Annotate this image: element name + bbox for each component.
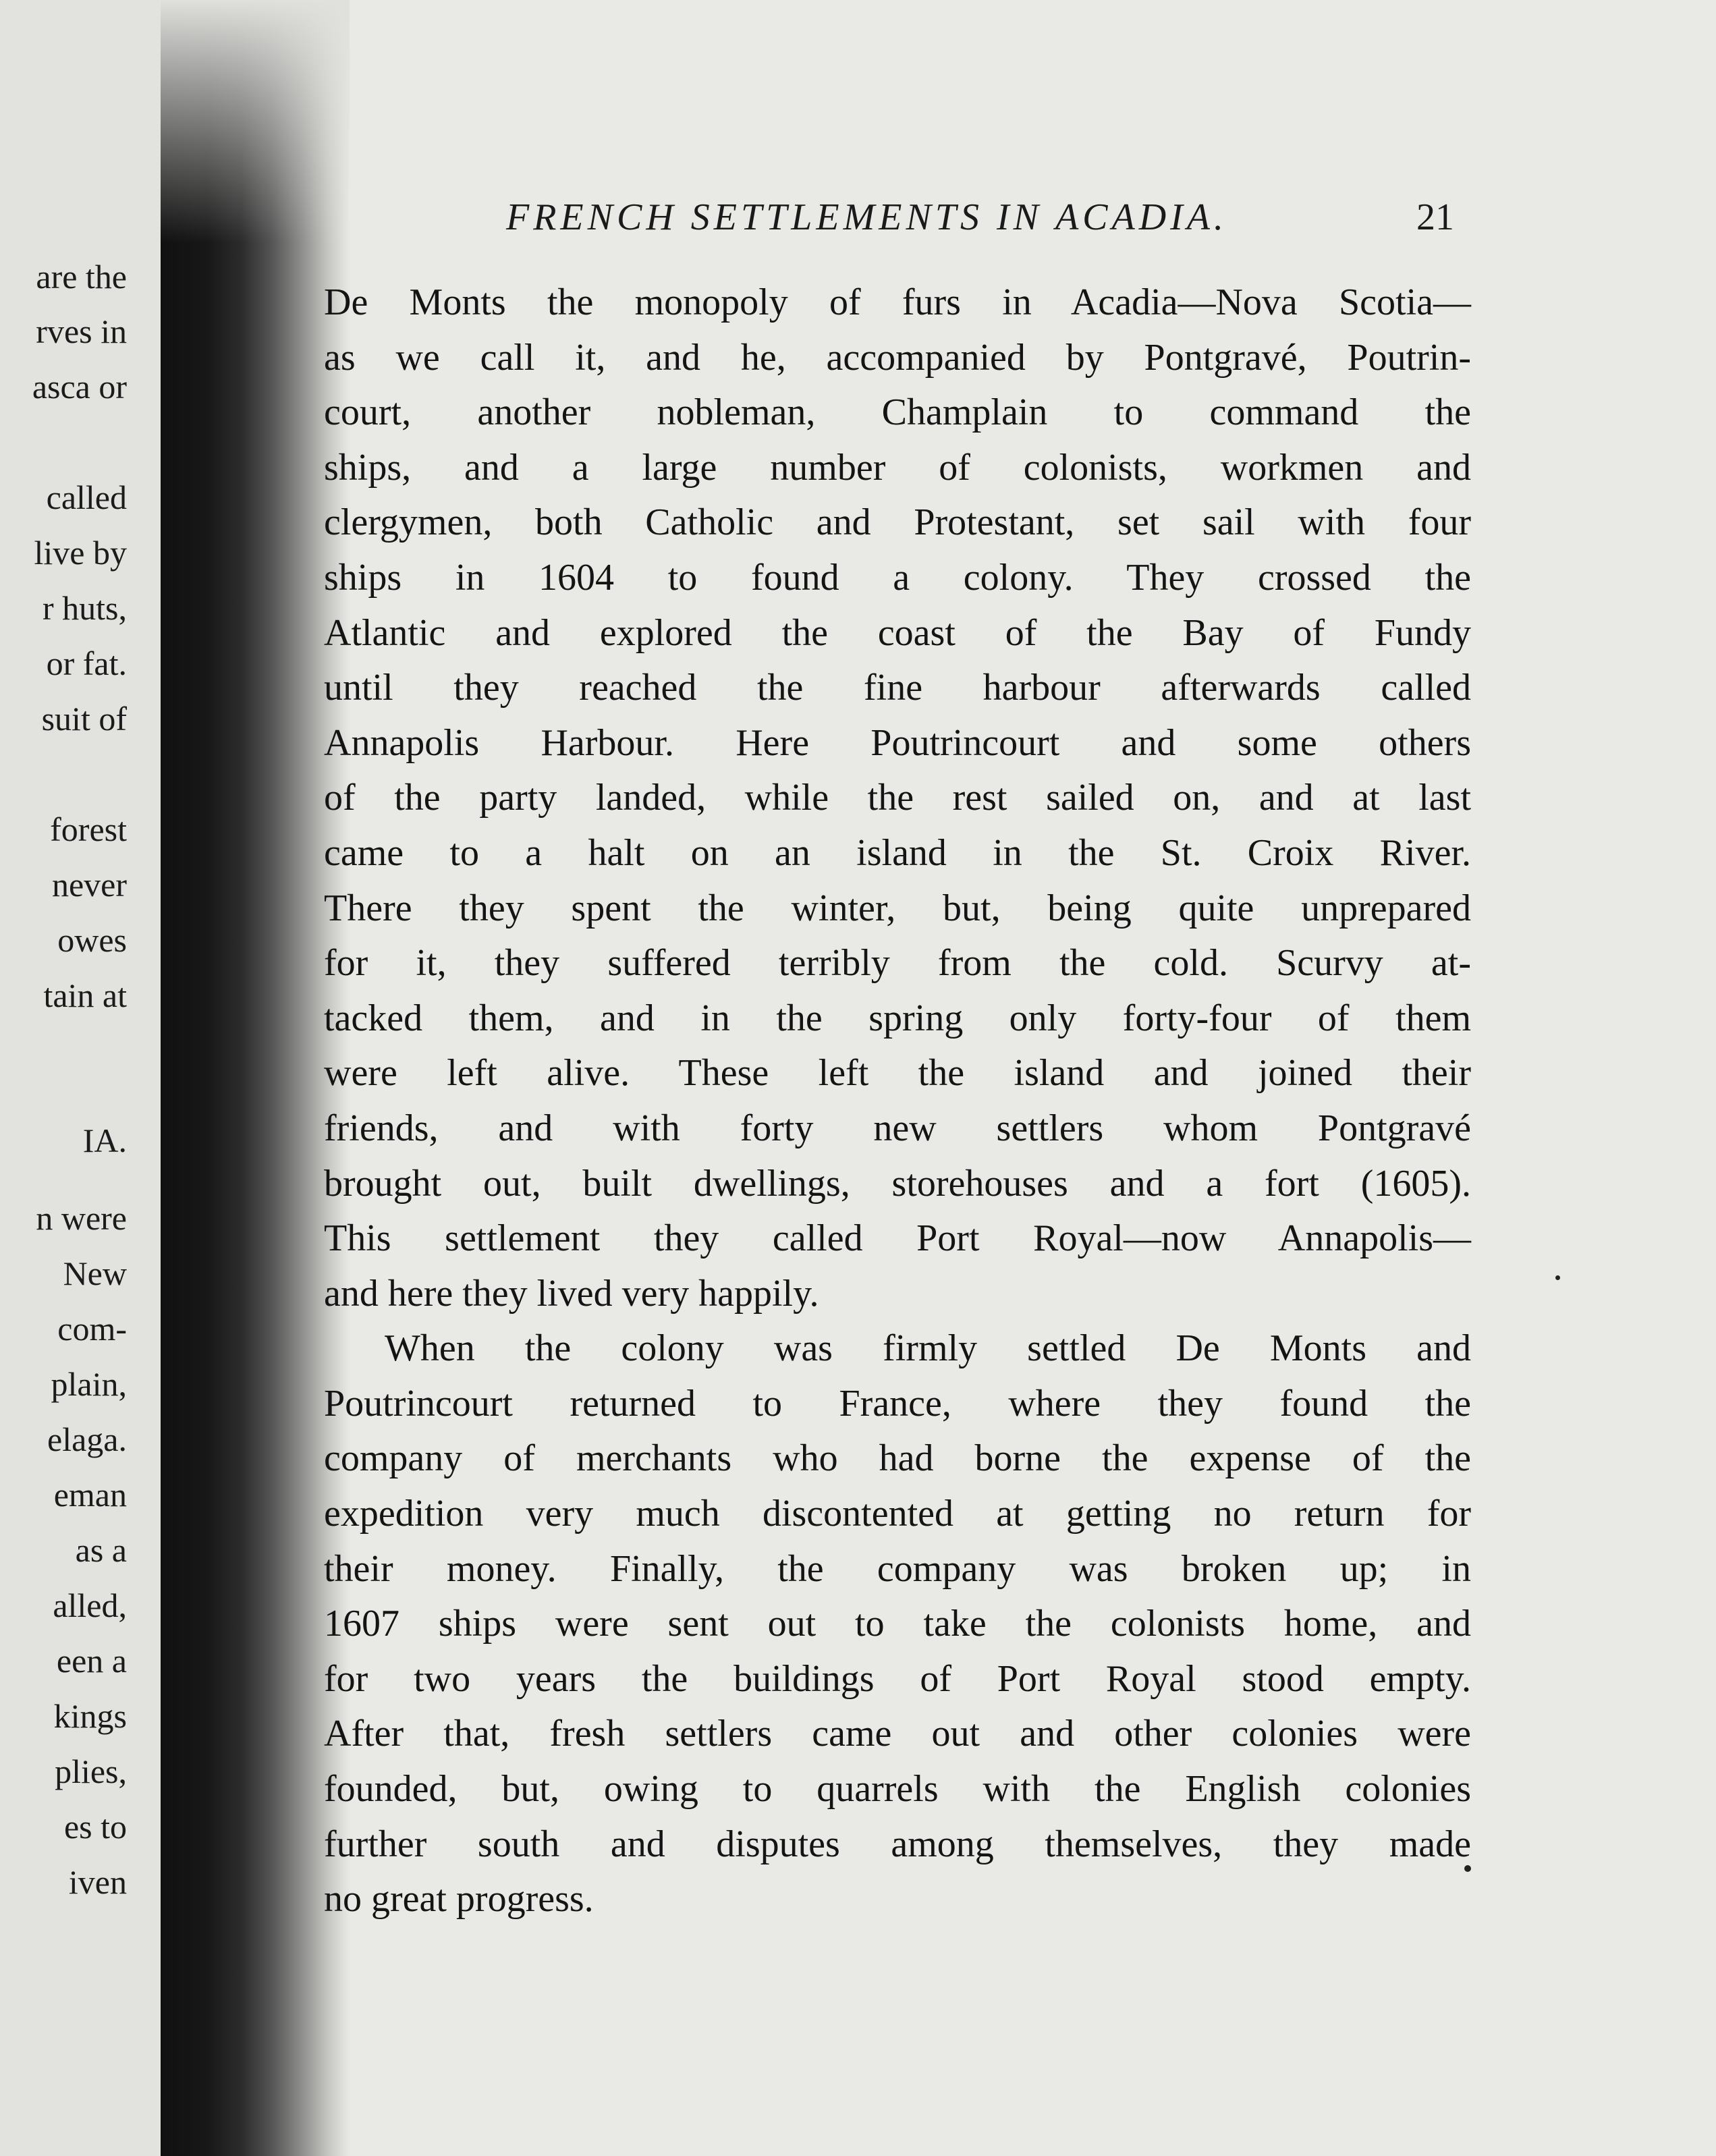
- left-page-fragment: plain,: [51, 1365, 127, 1403]
- text-line: When the colony was firmly settled De Monts and: [385, 1327, 1471, 1370]
- left-page-fragment: com-: [57, 1310, 127, 1348]
- text-line: There they spent the winter, but, being quite unprepared: [324, 887, 1471, 929]
- text-line: expedition very much discontented at getting no return for: [324, 1493, 1471, 1535]
- text-line: This settlement they called Port Royal—now Annapolis—: [324, 1217, 1471, 1260]
- text-line: until they reached the fine harbour afterwards called: [324, 667, 1471, 709]
- left-page-fragment: New: [63, 1254, 127, 1292]
- left-page-fragment: rves in: [36, 312, 127, 350]
- left-page-fragment: n were: [36, 1199, 127, 1237]
- left-page-fragment: suit of: [41, 700, 127, 738]
- text-line: ships, and a large number of colonists, workmen and: [324, 446, 1471, 489]
- text-line: their money. Finally, the company was broken up; in: [324, 1547, 1471, 1590]
- text-line: company of merchants who had borne the expense of the: [324, 1437, 1471, 1480]
- text-line: and here they lived very happily.: [324, 1272, 819, 1315]
- text-line: After that, fresh settlers came out and other colonies were: [324, 1713, 1471, 1755]
- left-page-fragment: alled,: [53, 1586, 127, 1624]
- text-line: no great progress.: [324, 1878, 594, 1920]
- text-line: friends, and with forty new settlers whom Pontgravé: [324, 1107, 1471, 1149]
- text-line: further south and disputes among themselves, they made: [324, 1823, 1471, 1865]
- ink-speck: [1555, 1275, 1560, 1280]
- left-page-fragment: never: [51, 866, 127, 904]
- text-line: Atlantic and explored the coast of the Bay of Fundy: [324, 611, 1471, 654]
- text-line: 1607 ships were sent out to take the colonists home, and: [324, 1603, 1471, 1645]
- left-page-fragment: es to: [63, 1808, 127, 1846]
- text-line: tacked them, and in the spring only forty-four of them: [324, 997, 1471, 1039]
- left-page-fragment: plies,: [55, 1752, 127, 1790]
- text-line: as we call it, and he, accompanied by Pontgravé, Poutrin-: [324, 336, 1471, 379]
- text-line: of the party landed, while the rest sailed on, and at last: [324, 777, 1471, 819]
- left-page-fragment: forest: [50, 810, 127, 848]
- text-line: Annapolis Harbour. Here Poutrincourt and some others: [324, 721, 1471, 764]
- text-line: for two years the buildings of Port Royal stood empty.: [324, 1657, 1471, 1700]
- left-page-fragment: called: [46, 478, 127, 516]
- text-line: brought out, built dwellings, storehouses and a fort (1605).: [324, 1162, 1471, 1205]
- ink-speck: [1464, 1865, 1471, 1872]
- text-line: court, another nobleman, Champlain to command the: [324, 391, 1471, 434]
- left-page-fragment: live by: [34, 534, 127, 572]
- left-page-fragment: r huts,: [43, 589, 127, 627]
- text-line: clergymen, both Catholic and Protestant, set sail with four: [324, 501, 1471, 544]
- text-line: founded, but, owing to quarrels with the English colonies: [324, 1768, 1471, 1811]
- left-page-fragment: kings: [53, 1697, 127, 1735]
- body-text: [324, 275, 1471, 1927]
- left-page-fragment: eman: [53, 1476, 127, 1514]
- text-line: were left alive. These left the island and joined their: [324, 1052, 1471, 1095]
- left-page-fragment: or fat.: [46, 644, 127, 682]
- text-line: ships in 1604 to found a colony. They crossed the: [324, 556, 1471, 599]
- left-page-fragment: tain at: [43, 976, 127, 1014]
- text-line: De Monts the monopoly of furs in Acadia—Nova Scotia—: [324, 281, 1471, 323]
- left-page-fragment: elaga.: [47, 1420, 127, 1458]
- left-page-fragment: are the: [36, 258, 127, 296]
- left-page-fragment: iven: [68, 1863, 127, 1901]
- page-number: 21: [1416, 196, 1454, 238]
- text-line: Poutrincourt returned to France, where they found the: [324, 1382, 1471, 1425]
- left-page-fragment: owes: [57, 921, 127, 959]
- running-head: FRENCH SETTLEMENTS IN ACADIA.: [506, 196, 1228, 238]
- left-facing-page: [0, 0, 162, 2156]
- book-page: [317, 0, 1716, 2156]
- left-page-fragment: as a: [75, 1531, 127, 1569]
- left-page-fragment: asca or: [32, 368, 127, 406]
- left-page-fragment: een a: [56, 1642, 127, 1680]
- text-line: for it, they suffered terribly from the cold. Scurvy at-: [324, 942, 1471, 985]
- text-line: came to a halt on an island in the St. Croix River.: [324, 831, 1471, 874]
- left-page-fragment: IA.: [82, 1122, 127, 1159]
